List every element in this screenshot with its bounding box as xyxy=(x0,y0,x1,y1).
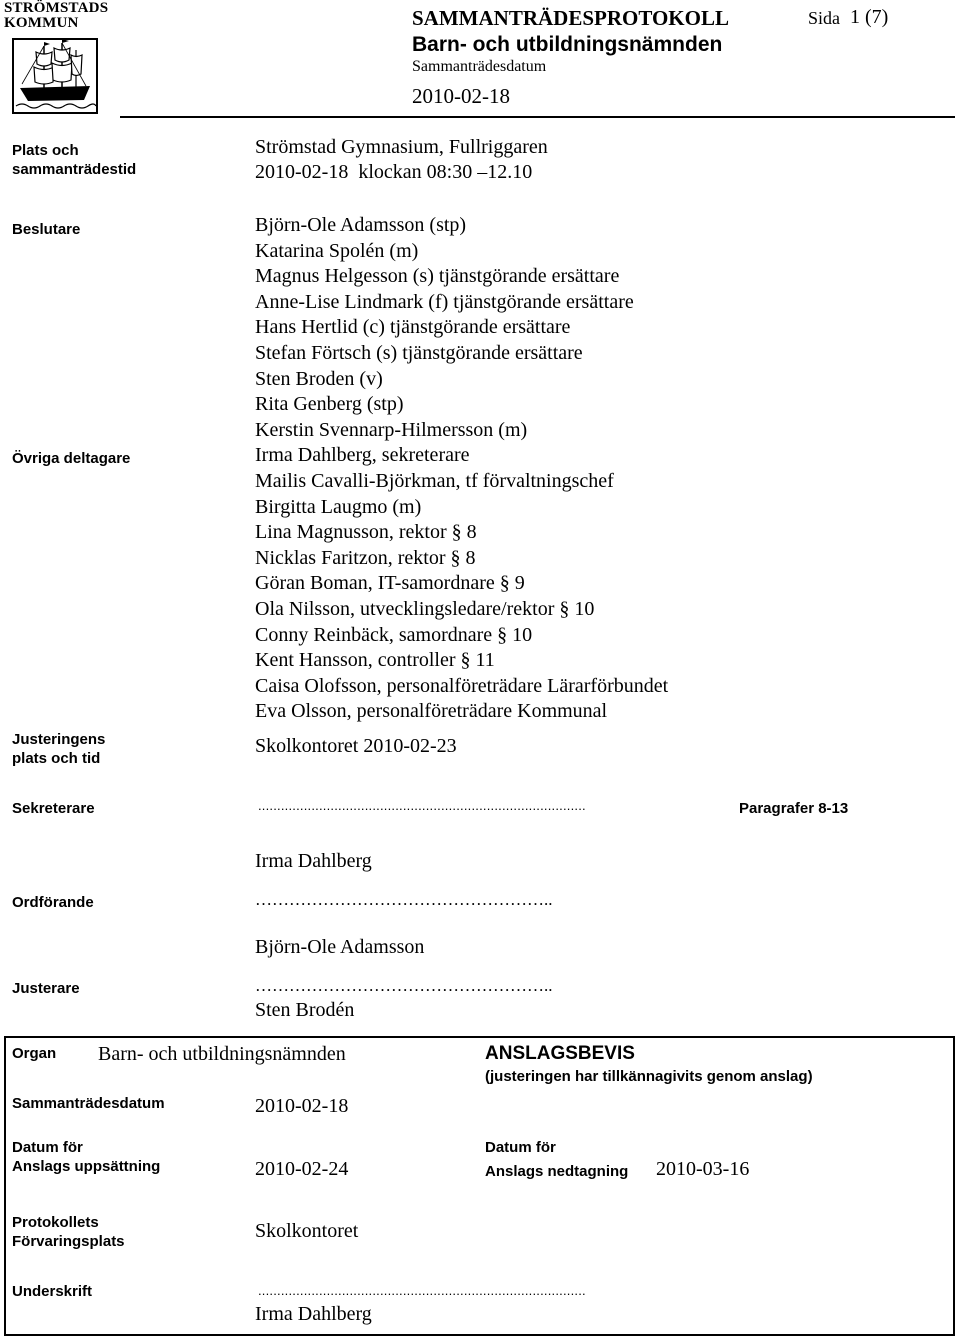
chair-label: Ordförande xyxy=(12,894,94,911)
removal-date-label xyxy=(485,1138,628,1181)
meeting-place: Strömstad Gymnasium, Fullriggaren xyxy=(255,136,548,158)
secretary-label: Sekreterare xyxy=(12,800,95,817)
adjustment-label-line-1: Justeringens xyxy=(12,731,106,748)
list-item: Nicklas Faritzon, rektor § 8 xyxy=(255,546,476,569)
header-divider xyxy=(120,116,955,118)
page-label: Sida xyxy=(808,8,841,28)
place-label xyxy=(12,141,136,179)
ship-icon xyxy=(12,38,98,114)
list-item: Conny Reinbäck, samordnare § 10 xyxy=(255,623,533,646)
list-item: Magnus Helgesson (s) tjänstgörande ersättare xyxy=(255,265,620,288)
place-label-line-2: sammanträdestid xyxy=(12,161,137,178)
list-item: Ola Nilsson, utvecklingsledare/rektor § 10 xyxy=(255,597,595,620)
list-item: Björn-Ole Adamsson (stp) xyxy=(255,214,467,236)
chair-signature-line: …………………………………………….. xyxy=(255,890,553,909)
posting-date-label-line-1: Datum för xyxy=(12,1139,83,1156)
list-item: Eva Olsson, personalföreträdare Kommunal xyxy=(255,700,608,723)
organ-label: Organ xyxy=(12,1045,57,1062)
adjuster-label: Justerare xyxy=(12,980,80,997)
adjuster-name: Sten Brodén xyxy=(255,999,355,1021)
participant-list xyxy=(255,213,668,725)
posting-date-value: 2010-02-24 xyxy=(255,1158,349,1180)
board-name: Barn- och utbildningsnämnden xyxy=(412,33,723,56)
list-item: Lina Magnusson, rektor § 8 xyxy=(255,521,477,544)
paragraphs-label: Paragrafer 8-13 xyxy=(739,800,849,817)
logo-text xyxy=(4,1,108,27)
list-item: Caisa Olofsson, personalföreträdare Lärarförbundet xyxy=(255,674,669,697)
secretary-signature-line: ...................................................................................... xyxy=(258,798,586,813)
posting-certificate-subtitle: (justeringen har tillkännagivits genom anslag) xyxy=(485,1068,813,1085)
signature-line: ...................................................................................... xyxy=(258,1283,586,1298)
logo-text-line-2: KOMMUN xyxy=(4,16,79,27)
date-caption: Sammanträdesdatum xyxy=(412,58,547,75)
adjustment-label xyxy=(12,730,105,768)
list-item: Birgitta Laugmo (m) xyxy=(255,495,422,518)
posting-date-label-line-2: Anslags uppsättning xyxy=(12,1158,161,1175)
signature-label: Underskrift xyxy=(12,1283,93,1300)
municipality-logo xyxy=(0,0,120,120)
document-title: SAMMANTRÄDESPROTOKOLL xyxy=(412,6,729,30)
list-item: Katarina Spolén (m) xyxy=(255,239,419,262)
decision-makers-label: Beslutare xyxy=(12,221,81,238)
list-item: Anne-Lise Lindmark (f) tjänstgörande ersättare xyxy=(255,290,634,313)
adjustment-place-time: Skolkontoret 2010-02-23 xyxy=(255,735,457,757)
other-participants-label: Övriga deltagare xyxy=(12,450,131,467)
meeting-time: 2010-02-18 klockan 08:30 –12.10 xyxy=(255,161,533,183)
posting-certificate-title: ANSLAGSBEVIS xyxy=(485,1043,635,1064)
posting-date-label xyxy=(12,1138,160,1176)
header-date: 2010-02-18 xyxy=(412,84,510,108)
storage-label-line-1: Protokollets xyxy=(12,1214,99,1231)
list-item: Göran Boman, IT-samordnare § 9 xyxy=(255,572,525,595)
list-item: Kerstin Svennarp-Hilmersson (m) xyxy=(255,418,528,441)
list-item: Stefan Förtsch (s) tjänstgörande ersättare xyxy=(255,341,583,364)
list-item: Rita Genberg (stp) xyxy=(255,393,404,416)
list-item: Sten Broden (v) xyxy=(255,367,383,390)
adjuster-signature-line: …………………………………………….. xyxy=(255,976,553,995)
storage-value: Skolkontoret xyxy=(255,1220,359,1242)
removal-date-label-line-2: Anslags nedtagning xyxy=(485,1163,629,1180)
secretary-name: Irma Dahlberg xyxy=(255,850,372,872)
removal-date-value: 2010-03-16 xyxy=(656,1158,750,1180)
meeting-date-label: Sammanträdesdatum xyxy=(12,1095,165,1112)
meeting-date-value: 2010-02-18 xyxy=(255,1095,349,1117)
list-item: Irma Dahlberg, sekreterare xyxy=(255,444,470,467)
organ-value: Barn- och utbildningsnämnden xyxy=(98,1043,346,1065)
list-item: Hans Hertlid (c) tjänstgörande ersättare xyxy=(255,316,571,339)
place-label-line-1: Plats och xyxy=(12,142,79,159)
storage-label xyxy=(12,1213,125,1251)
storage-label-line-2: Förvaringsplats xyxy=(12,1233,125,1250)
removal-date-label-line-1: Datum för xyxy=(485,1139,556,1156)
adjustment-label-line-2: plats och tid xyxy=(12,750,101,767)
logo-text-line-1: STRÖMSTADS xyxy=(4,0,109,16)
chair-name: Björn-Ole Adamsson xyxy=(255,936,425,958)
page-number: 1 (7) xyxy=(850,6,889,28)
signature-name: Irma Dahlberg xyxy=(255,1303,372,1325)
list-item: Kent Hansson, controller § 11 xyxy=(255,649,495,672)
list-item: Mailis Cavalli-Björkman, tf förvaltningschef xyxy=(255,469,614,492)
